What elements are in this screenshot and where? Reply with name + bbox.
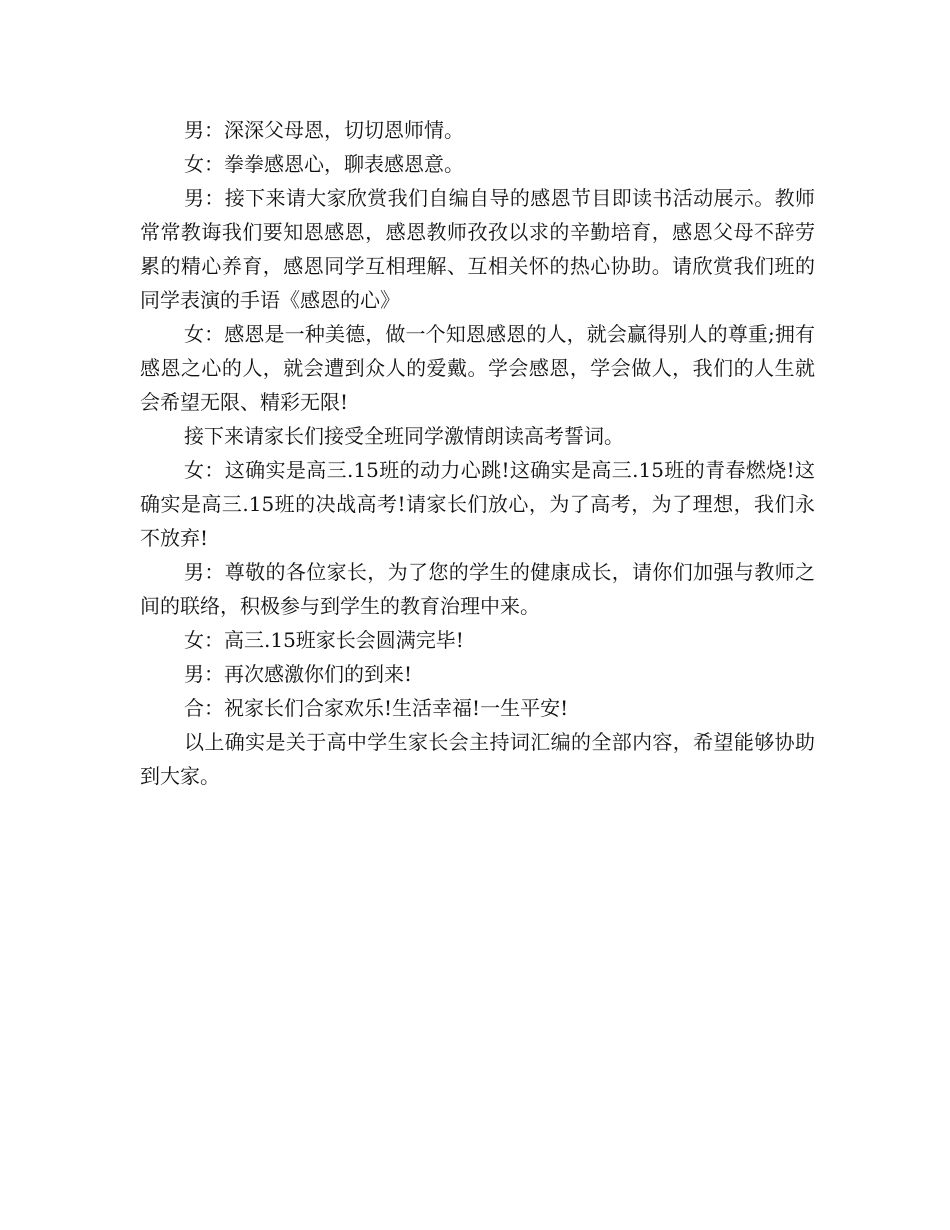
- paragraph-6: 女：这确实是高三.15班的动力心跳!这确实是高三.15班的青春燃烧!这确实是高三.15班的决战高考!请家长们放心，为了高考，为了理想，我们永不放弃!: [140, 458, 815, 550]
- paragraph-5: 接下来请家长们接受全班同学激情朗读高考誓词。: [184, 424, 624, 448]
- paragraph-8: 女：高三.15班家长会圆满完毕!: [184, 628, 464, 652]
- paragraph-11: 以上确实是关于高中学生家长会主持词汇编的全部内容，希望能够协助到大家。: [140, 730, 815, 788]
- paragraph-4: 女：感恩是一种美德，做一个知恩感恩的人，就会赢得别人的尊重;拥有感恩之心的人，就会遭到众人的爱戴。学会感恩，学会做人，我们的人生就会希望无限、精彩无限!: [140, 322, 815, 414]
- paragraph-9: 男：再次感激你们的到来!: [184, 662, 413, 686]
- paragraph-3: 男：接下来请大家欣赏我们自编自导的感恩节目即读书活动展示。教师常常教诲我们要知恩感恩，感恩教师孜孜以求的辛勤培育，感恩父母不辞劳累的精心养育，感恩同学互相理解、互相关怀的热心协助。请欣赏我们班的同学表演的手语《感恩的心》: [140, 186, 815, 312]
- paragraph-10: 合：祝家长们合家欢乐!生活幸福!一生平安!: [184, 696, 569, 720]
- paragraph-1: 男：深深父母恩，切切恩师情。: [184, 118, 464, 142]
- paragraph-7: 男：尊敬的各位家长，为了您的学生的健康成长，请你们加强与教师之间的联络，积极参与到学生的教育治理中来。: [140, 560, 815, 618]
- document-body: [140, 113, 815, 793]
- paragraph-2: 女：拳拳感恩心，聊表感恩意。: [184, 152, 464, 176]
